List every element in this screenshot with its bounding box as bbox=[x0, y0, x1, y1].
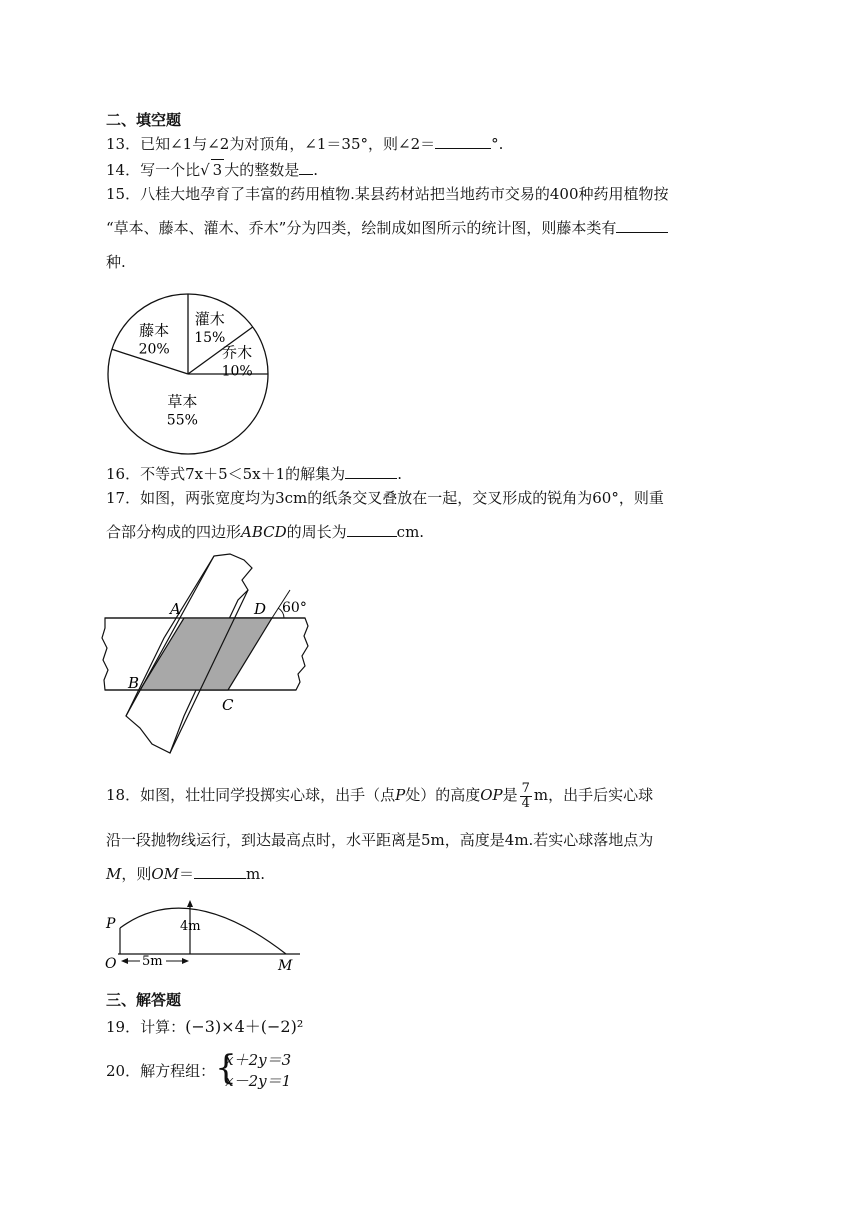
question-text: 写一个比 bbox=[140, 161, 201, 179]
question-15-line2 bbox=[106, 218, 668, 238]
question-text-2: 的周长为 bbox=[286, 523, 347, 541]
pie-label-1: 灌木 bbox=[194, 310, 225, 329]
fraction-denominator: 4 bbox=[521, 795, 530, 811]
segment-OP: OP bbox=[480, 786, 503, 804]
question-text: 解方程组： bbox=[140, 1062, 216, 1080]
arrow-up-icon bbox=[187, 900, 193, 907]
question-text: ，则 bbox=[121, 865, 152, 883]
label-A: A bbox=[170, 600, 181, 618]
answer-blank[interactable] bbox=[345, 464, 397, 479]
segment-OM: OM bbox=[151, 865, 180, 883]
label-O: O bbox=[105, 956, 117, 972]
question-number: 16． bbox=[106, 465, 141, 483]
question-text: 种. bbox=[106, 253, 126, 271]
question-19 bbox=[106, 1017, 303, 1037]
question-text: 沿一段抛物线运行，到达最高点时，水平距离是5m，高度是4m.若实心球落地点为 bbox=[106, 831, 654, 849]
label-D: D bbox=[254, 600, 267, 618]
label-M: M bbox=[278, 958, 293, 974]
question-15-line3 bbox=[106, 252, 126, 272]
label-angle: 60° bbox=[282, 600, 307, 616]
pie-percent-3: 55% bbox=[166, 412, 198, 429]
equation-1: x＋2y＝3 bbox=[225, 1051, 292, 1069]
question-text-2: 大的整数是 bbox=[224, 161, 300, 179]
unit-m: m. bbox=[246, 865, 266, 883]
answer-blank[interactable] bbox=[194, 864, 246, 879]
pie-percent-1: 15% bbox=[194, 330, 226, 347]
figure-paper-strips bbox=[100, 548, 320, 758]
trajectory-curve bbox=[120, 908, 286, 954]
question-number: 20． bbox=[106, 1062, 141, 1080]
section-title-answer: 三、解答题 bbox=[106, 991, 182, 1009]
label-distance: 5m bbox=[142, 954, 163, 969]
sqrt-symbol: √ bbox=[200, 161, 210, 179]
question-text-end: °. bbox=[491, 135, 504, 153]
pie-label-2: 乔木 bbox=[222, 343, 253, 362]
question-number: 19． bbox=[106, 1018, 141, 1036]
math-expression: (−3)×4＋(−2)² bbox=[185, 1017, 304, 1036]
brace-icon: { bbox=[215, 1048, 237, 1088]
pie-percent-2: 10% bbox=[221, 363, 253, 380]
question-text: 如图，两张宽度均为3cm的纸条交叉叠放在一起，交叉形成的锐角为60°，则重 bbox=[140, 489, 664, 507]
point-P: P bbox=[395, 786, 406, 804]
question-text: 合部分构成的四边形 bbox=[106, 523, 242, 541]
label-B: B bbox=[128, 674, 140, 692]
question-text-2: 处）的高度 bbox=[405, 786, 481, 804]
quad-name: ABCD bbox=[241, 523, 287, 541]
label-height: 4m bbox=[180, 919, 201, 934]
question-text: “草本、藤本、灌木、乔木”分为四类，绘制成如图所示的统计图，则藤本类有 bbox=[106, 219, 617, 237]
question-text-3: 是 bbox=[502, 786, 518, 804]
equation-system bbox=[215, 1050, 291, 1092]
equation-2: x－2y＝1 bbox=[225, 1072, 292, 1090]
question-text: 已知∠1与∠2为对顶角，∠1＝35°，则∠2＝ bbox=[140, 135, 436, 153]
pie-label-0: 藤本 bbox=[139, 321, 170, 340]
question-17-line1 bbox=[106, 488, 664, 508]
question-15-line1 bbox=[106, 184, 669, 204]
pie-percent-0: 20% bbox=[138, 341, 170, 358]
pie-label-3: 草本 bbox=[167, 392, 198, 411]
question-text: 如图，壮壮同学投掷实心球，出手（点 bbox=[140, 786, 396, 804]
question-number: 17． bbox=[106, 489, 141, 507]
unit-cm: cm. bbox=[396, 523, 425, 541]
answer-blank[interactable] bbox=[435, 134, 491, 149]
question-18-line2 bbox=[106, 830, 653, 850]
question-text: 八桂大地孕育了丰富的药用植物.某县药材站把当地药市交易的400种药用植物按 bbox=[140, 185, 669, 203]
question-17-line2 bbox=[106, 522, 424, 542]
question-text-end: . bbox=[313, 161, 319, 179]
question-18-line3 bbox=[106, 864, 265, 884]
question-number: 18． bbox=[106, 786, 141, 804]
answer-blank[interactable] bbox=[299, 160, 313, 175]
section-title-fill-blank: 二、填空题 bbox=[106, 111, 182, 129]
fraction-numerator: 7 bbox=[521, 780, 530, 796]
sqrt-argument: 3 bbox=[212, 161, 223, 179]
question-number: 15． bbox=[106, 185, 141, 203]
question-13 bbox=[106, 134, 503, 154]
point-M: M bbox=[106, 865, 122, 883]
equals-sign: ＝ bbox=[179, 865, 195, 883]
question-20 bbox=[106, 1050, 291, 1096]
question-text: 计算： bbox=[140, 1018, 186, 1036]
question-16 bbox=[106, 464, 402, 484]
question-18-line1 bbox=[106, 778, 653, 812]
label-P: P bbox=[106, 916, 116, 932]
pie-chart bbox=[100, 290, 280, 460]
question-14 bbox=[106, 159, 318, 180]
question-text-4: m，出手后实心球 bbox=[533, 786, 654, 804]
question-number: 14． bbox=[106, 161, 141, 179]
label-C: C bbox=[222, 696, 234, 714]
fraction-7-4 bbox=[520, 782, 532, 811]
answer-blank[interactable] bbox=[616, 218, 668, 233]
question-number: 13． bbox=[106, 135, 141, 153]
question-text: 不等式7x＋5＜5x＋1的解集为 bbox=[140, 465, 346, 483]
question-text-end: . bbox=[397, 465, 402, 483]
figure-parabola bbox=[100, 890, 310, 976]
answer-blank[interactable] bbox=[347, 522, 397, 537]
